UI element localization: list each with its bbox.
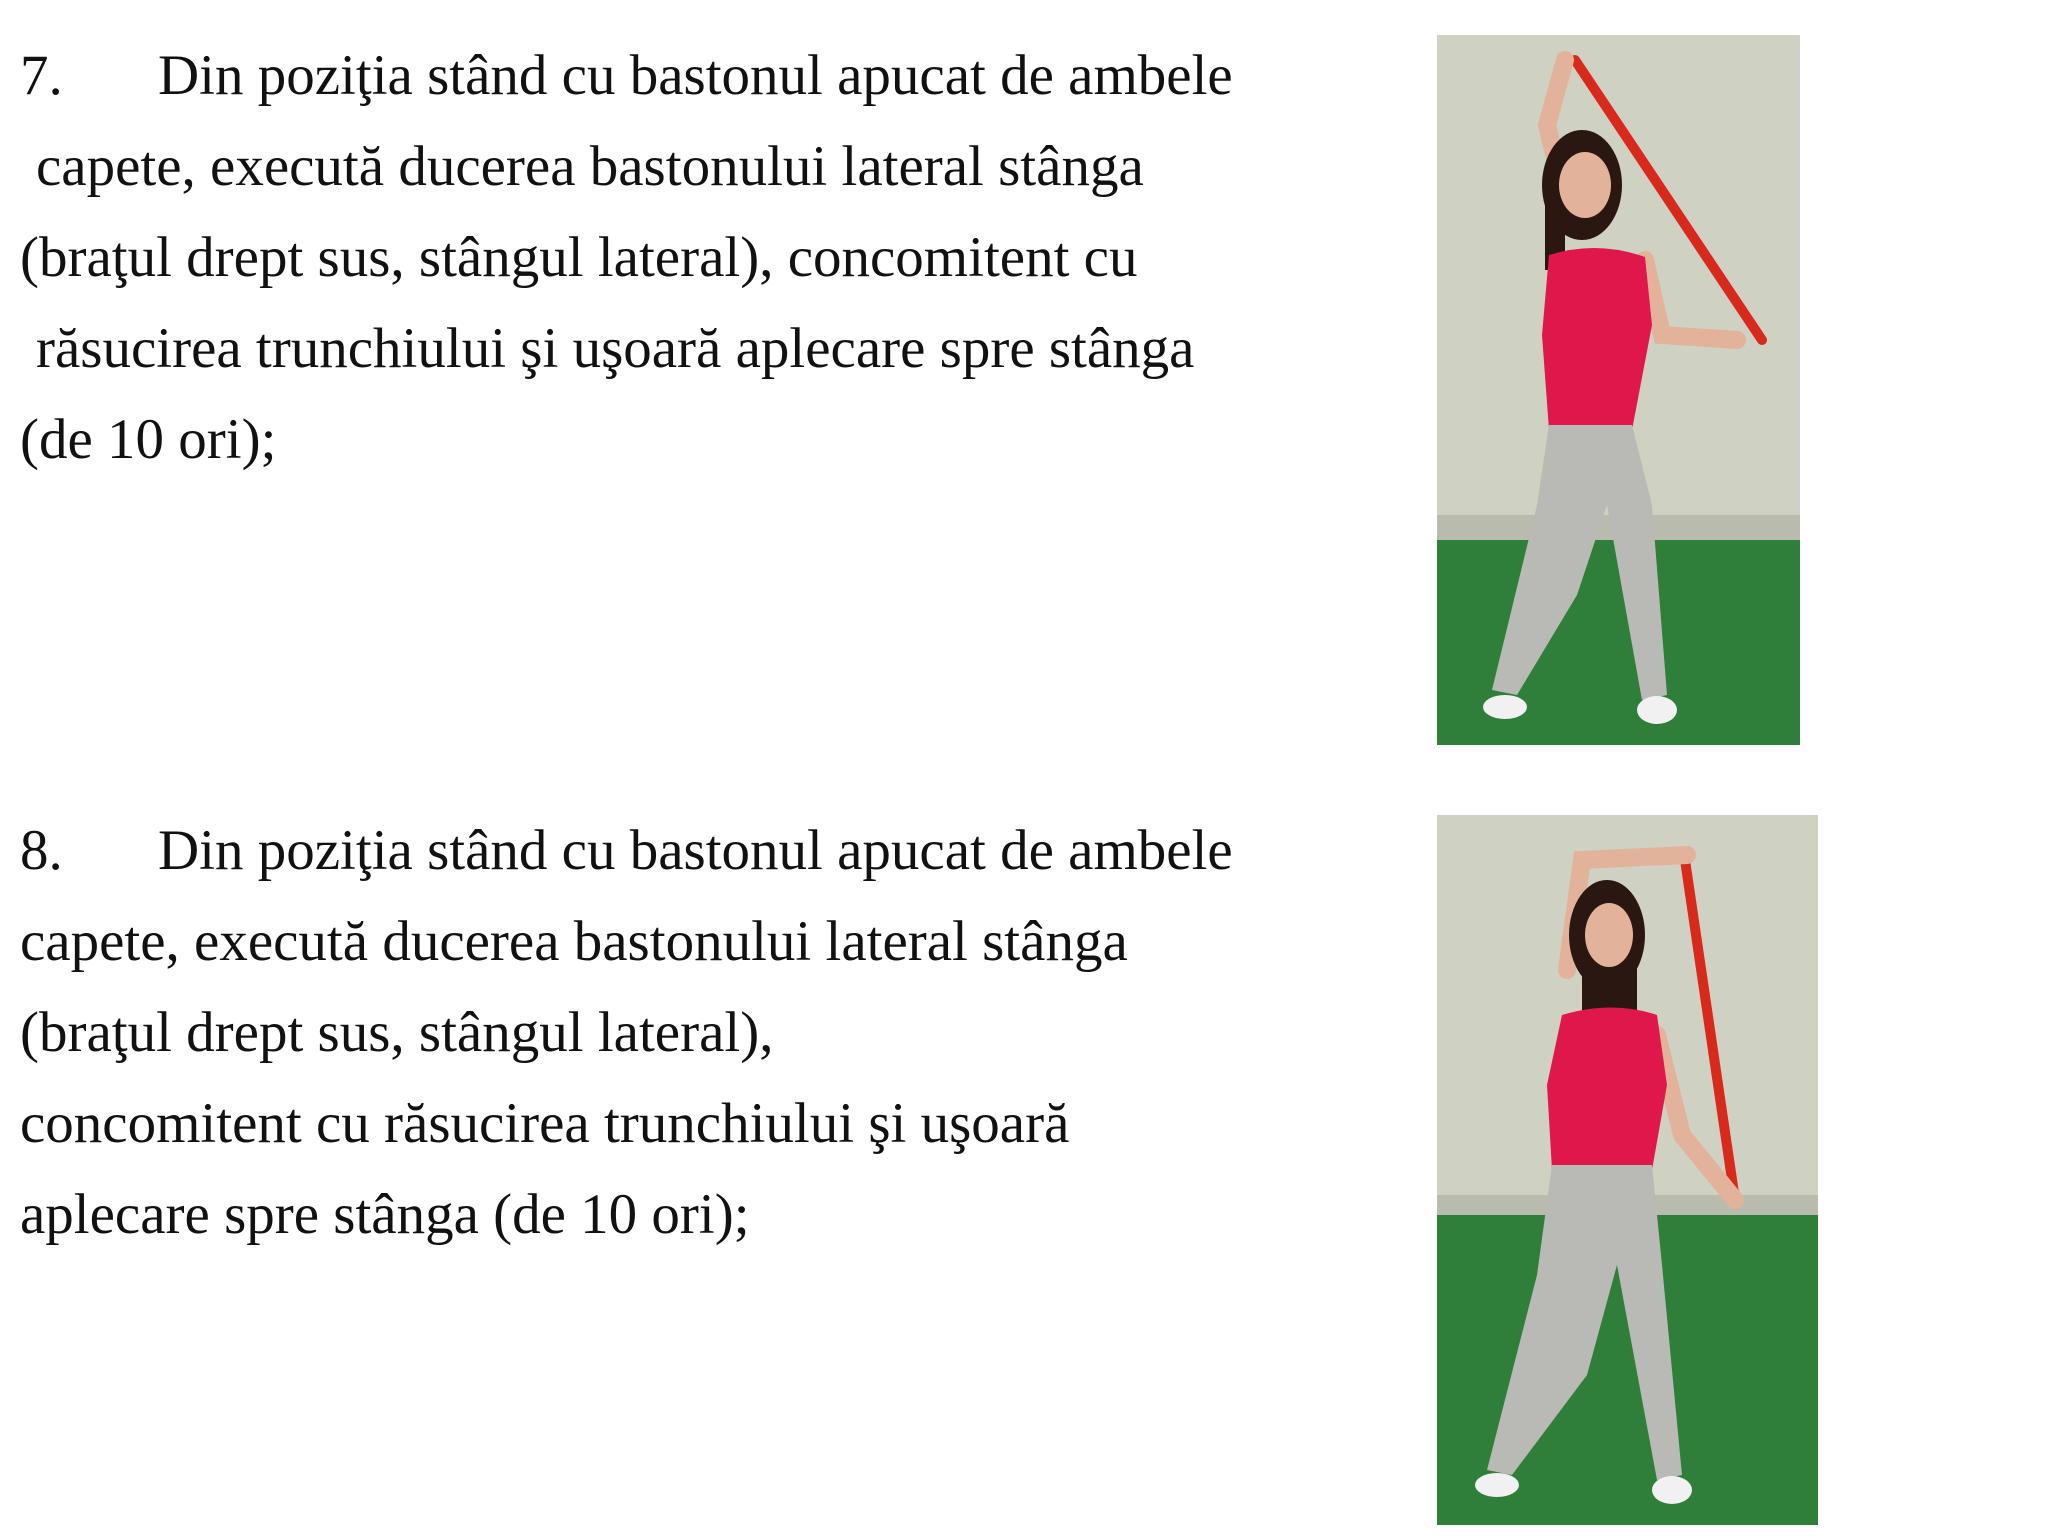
exercise-8-line-3: (braţul drept sus, stângul lateral), [20,1001,774,1064]
exercise-8-line-1: 8. Din poziţia stând cu bastonul apucat de ambele [20,805,1400,896]
exercise-8-line-4: concomitent cu răsucirea trunchiului şi uşoară [20,1092,1070,1155]
exercise-8-line-2: capete, execută ducerea bastonului lateral stânga [20,910,1128,973]
exercise-7-text [20,30,1400,485]
exercise-8-number: 8. [20,819,63,882]
exercise-7-number: 7. [20,44,63,107]
exercise-8-text [20,805,1400,1260]
exercise-7-line-3: (braţul drept sus, stângul lateral), concomitent cu [20,226,1138,289]
exercise-8-photo [1437,815,1818,1525]
exercise-8-line-5: aplecare spre stânga (de 10 ori); [20,1183,750,1246]
exercise-7-line-1: 7. Din poziţia stând cu bastonul apucat de ambele [20,30,1400,121]
exercise-7-illustration [1437,35,1800,745]
exercise-7-line-4: răsucirea trunchiului şi uşoară aplecare spre stânga [36,317,1195,380]
exercise-7-line-5: (de 10 ori); [20,408,277,471]
exercise-7-line-2: capete, execută ducerea bastonului lateral stânga [36,135,1144,198]
exercise-8-illustration [1437,815,1818,1525]
exercise-7-photo [1437,35,1800,745]
